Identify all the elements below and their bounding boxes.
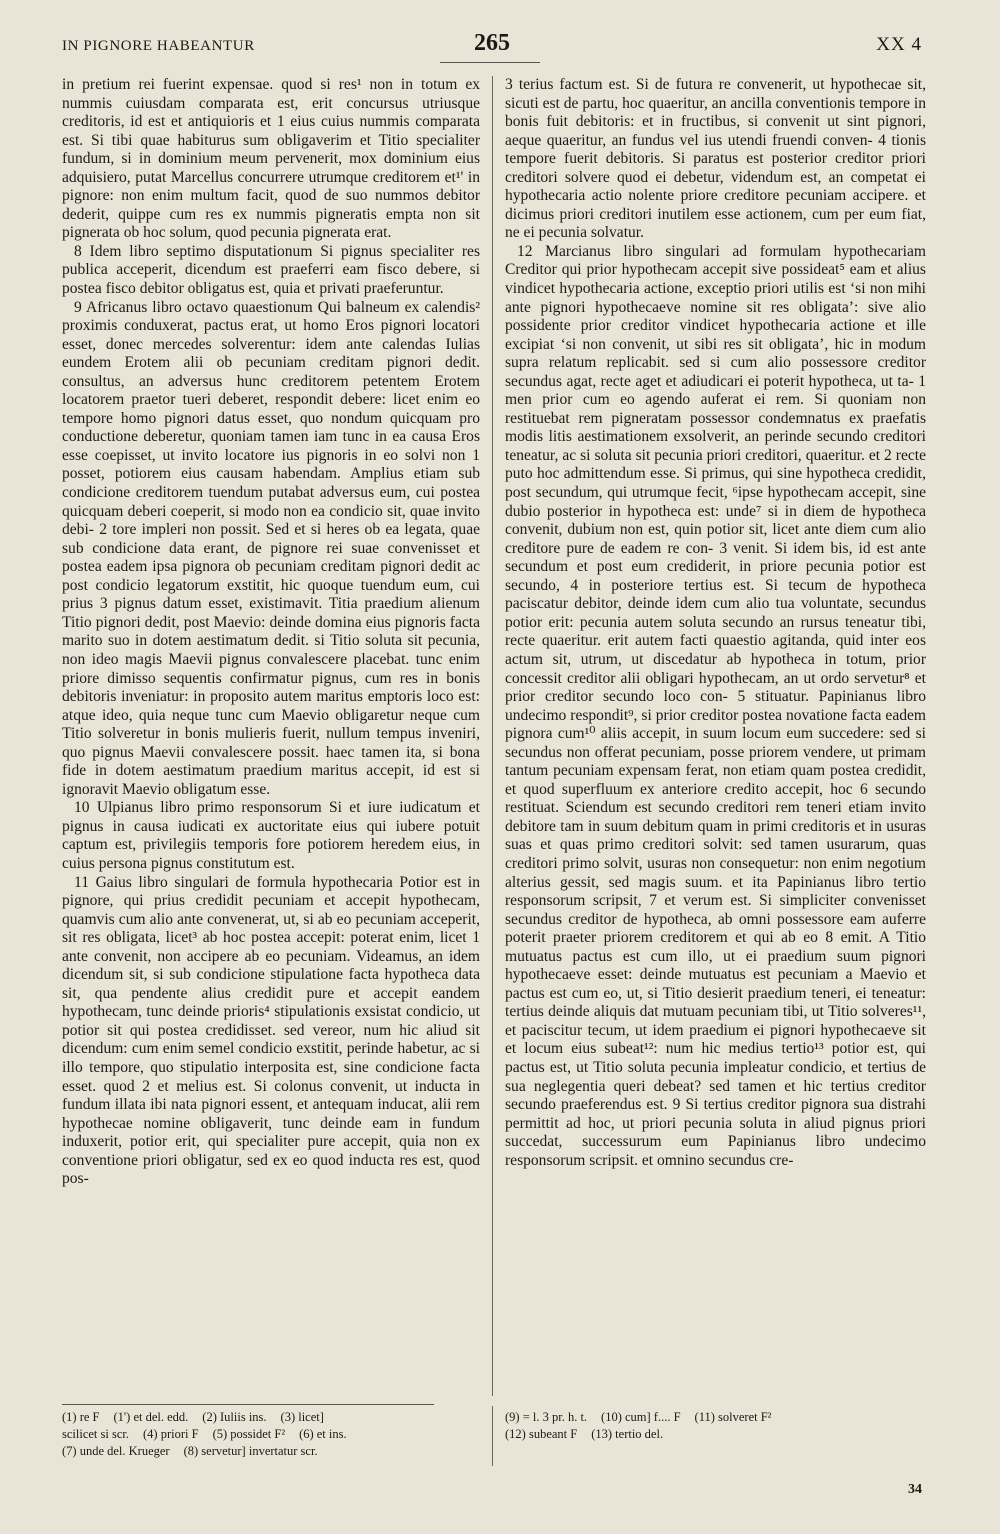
footnote: (1') et del. edd. [113,1410,189,1424]
footnote-row [505,1409,926,1426]
page-header [62,30,922,66]
footnote: (8) servetur] invertatur scr. [183,1444,318,1458]
footnote: (6) et ins. [299,1427,347,1441]
left-paragraph: 10 Ulpianus libro primo responsorum Si et iure iudicatum et pignus in causa iudicati ex auctoritate eius qui iubere potuit captum est, privilegiis temporis fore potiorem heredem eius, in cuius persona pignus constitutum est. [62,799,480,872]
footnote-divider [492,1406,493,1466]
footnote: (10) cum] f.... F [601,1410,681,1424]
footnotes-right [505,1409,926,1443]
footnote: (11) solveret F² [694,1410,772,1424]
footnote-row [62,1443,482,1460]
footnote: (1) re F [62,1410,100,1424]
page-number: 265 [474,30,510,56]
footnote-row [505,1426,926,1443]
footnote-row [62,1426,482,1443]
footnote: (12) subeant F [505,1427,578,1441]
header-rule [440,62,540,63]
right-paragraph: 3 terius factum est. Si de futura re convenerit, ut hypothecae sit, sicuti est de partu, hoc quaeritur, an ancilla conventionis tempore in bonis fuit debitoris: et in fructibus, si convenit ut sint pignori, aeque quaeritur, an fundus vel ius utendi fruendi conven- 4 tionis tempore fuerit debitoris. Si paratus est posterior creditor priori creditori solvere quod ei debetur, videndum est, an competat ei hypothecaria actio nolente priore creditore pecuniam accipere. et dicimus priori creditori inutilem esse actionem, cum per eum fiat, ne ei pecunia solvatur. [505,76,926,242]
signature-mark: 34 [908,1482,922,1497]
left-paragraph: 9 Africanus libro octavo quaestionum Qui balneum ex calendis² proximis conduxerat, pactus erat, ut homo Eros pignori locatori esset, donec mercedes solverentur: idem ante calendas Iulias eundem Erotem alii ob pecuniam creditam pignori dedit. consultus, an adversus hunc creditorem petentem Erotem locatorem praetor tueri deberet, respondit debere: licet enim eo tempore homo pignori datus esset, quo nondum quicquam pro conductione deberetur, quoniam tamen iam tunc in ea causa Eros esse coepisset, ut invito locatore ius pignoris in eo solvi non 1 posset, potiorem eius causam habendam. Amplius etiam sub condicione creditorem tuendum putabat adversus eum, cui postea quicquam deberi coeperit, si modo non ea condicio sit, quae invito debi- 2 tore impleri non possit. Sed et si heres ob ea legata, quae sub condicione data erant, de pignore rei suae convenisset et postea eadem ipsa pignora ob pecuniam creditam pignori dedit ac post condicio legatorum exstitit, hic quoque tuendum eum, cui prius 3 pignus datum esset, existimavit. Titia praedium alienum Titio pignori dedit, post Maevio: deinde domina eius pignoris facta marito suo in dotem aestimatum dedit. si Titio soluta sit pecunia, non ideo magis Maevii pignus convalescere placebat. tunc enim priore dimisso sequentis confirmatur pignus, cum res in bonis debitoris inveniatur: in proposito autem maritus emptoris loco est: atque ideo, quia neque tunc cum Maevio obligaretur neque cum Titio solveretur in bonis mulieris fuerit, nullum tempus inveniri, quo pignus Maevii convalescere possit. haec tamen ita, si bona fide in dotem aestimatum praedium maritus accepit, id est si ignoravit Maevio obligatum esse. [62,298,480,798]
footnote: (7) unde del. Krueger [62,1444,170,1458]
left-column [62,76,480,1189]
footnotes-left [62,1409,482,1460]
footnote: (9) = l. 3 pr. h. t. [505,1410,588,1424]
footnote: (13) tertio del. [591,1427,664,1441]
footnote: (5) possidet F² [212,1427,286,1441]
left-paragraph: 11 Gaius libro singulari de formula hypothecaria Potior est in pignore, qui prius credidit pecuniam et accepit hypothecam, quamvis cum alio ante convenerat, ut, si ab eo pecuniam acceperit, sit res obligata, licet³ ab hoc postea accepit: poterat enim, licet 1 ante convenit, non accipere ab eo pecuniam. Videamus, an idem dicendum sit, si sub condicione stipulatione facta hypotheca data sit, qua pendente alius credidit pure et accepit eandem hypothecam, tunc deinde prioris⁴ stipulationis exsistat condicio, ut potior sit qui postea credidisset. sed vereor, num hic aliud sit dicendum: cum enim semel condicio exstitit, perinde habetur, ac si illo tempore, quo stipulatio interposita est, sine condicione facta esset. quod 2 et melius est. Si colonus convenit, ut inducta in fundum illata ibi nata pignori essent, et antequam inducat, alii rem hypothecae nomine obligaverit, tunc deinde eam in fundum induxerit, potior erit, qui specialiter pure accepit, quia non ex conventione priori obligatur, sed ex eo quod inducta res est, quod pos- [62,873,480,1188]
footnote: scilicet si scr. [62,1427,129,1441]
right-column [505,76,926,1170]
running-title: IN PIGNORE HABEANTUR [62,38,255,54]
footnote: (4) priori F [143,1427,199,1441]
section-marker: XX 4 [876,34,922,55]
footnote: (3) licet] [280,1410,324,1424]
column-divider [492,76,493,1396]
right-paragraph: 12 Marcianus libro singulari ad formulam hypothecariam Creditor qui prior hypothecam accepit sive possideat⁵ eam et alius vindicet hypothecaria actione, exceptio priori utilis est ‘si non mihi ante pignori hypothecaeve nomine sit res obligata’: sive alio possidente prior creditor vindicet hypothecaria actione et ille excipiat ‘si non convenit, ut sibi res sit obligata’, hic in modum supra relatum replicabit. sed si cum alio possessore creditor secundus agat, recte aget et adiudicari ei poterit hypotheca, ut ta- 1 men prior cum eo agendo auferat ei rem. Si quoniam non restituebat rem pigneratam possessor condemnatus ex praefatis modis litis aestimationem exsolverit, an perinde secundo creditori teneatur, ac si soluta sit pecunia priori creditori, quaeritur. et 2 recte puto hoc admittendum esse. Si primus, qui sine hypotheca credidit, post secundum, qui utrumque fecit, ⁶ipse hypothecam accepit, sine dubio posterior in hypotheca est: unde⁷ si in diem de hypotheca convenit, dubium non est, quin potior sit, licet ante diem cum alio creditore pure de eadem re con- 3 venit. Si idem bis, id est ante secundum et post eum crediderit, in priore pecunia potior est secundo, 4 in posteriore tertius est. Si tecum de hypotheca paciscatur debitor, deinde idem cum alio tua voluntate, secundus potior erit: pecunia autem soluta secundo an rursus teneatur tibi, recte quaeritur. erit autem facti quaestio agitanda, quid inter eos actum sit, utrum, ut discedatur ab hypotheca in totum, prior concessit creditor alii obligari hypothecam, an ut ordo servetur⁸ et prior creditor secundo loco con- 5 stituatur. Papinianus libro undecimo respondit⁹, si prior creditor postea novatione facta eadem pignora cum¹⁰ aliis accepit, in suum locum eum succedere: sed si secundus non offerat pecuniam, posse priorem vendere, ut primam tantum pecuniam expensam ferat, non etiam quam postea credidit, et quod superfluum ex anteriore credito accepit, hoc 6 secundo restituat. Sciendum est secundo creditori rem teneri etiam invito debitore tam in suum debitum quam in primi creditoris et in usuras suas et quas primo creditori solvit: sed tamen usurarum, quas creditori primo solvit, usuras non consequetur: non enim negotium alterius gessit, sed magis suum. et ita Papinianus libro tertio responsorum scripsit, 7 et verum est. Si simpliciter convenisset secundus creditor de hypotheca, ab omni possessore eam auferre poterit praeter priorem creditorem et qui ab eo 8 emit. A Titio mutuatus pactus est cum illo, ut ei praedium suum pignori hypothecaeve esset: deinde mutuatus est pecuniam a Maevio et pactus est cum eo, ut, si Titio desierit praedium teneri, ei teneatur: tertius deinde aliquis dat mutuam pecuniam tibi, ut Titio solveres¹¹, et paciscitur tecum, ut idem praedium ei pignori hypothecaeve sit et locum eius subeat¹²: num hic medius tertio¹³ potior est, qui pactus est, ut Titio soluta pecunia impleatur condicio, et tertius de sua neglegentia queri debeat? sed tamen et hic tertius creditor secundo praeferendus est. 9 Si tertius creditor pignora sua distrahi permittit ad hoc, ut priori pecunia soluta in aliud pignus priori succedat, successurum eum Papinianus libro undecimo responsorum scripsit. et omnino secundus cre- [505,242,926,1169]
left-paragraph: in pretium rei fuerint expensae. quod si res¹ non in totum ex nummis cuiusdam comparata est, erit concursus utriusque creditoris, id est et antiquioris et 1 eius cuius nummis comparata est. Si tibi quae habiturus sum obligaverim et Titio specialiter fundum, si in dominium meum pervenerit, mox dominium eius adquisiero, putat Marcellus concurrere utrumque creditorem et¹' in pignore: non enim multum facit, quod de suo nummos debitor dederit, quippe cum res ex nummis pigneratis empta non sit pignerata ob hoc solum, quod pecunia pignerata erat. [62,76,480,242]
left-paragraph: 8 Idem libro septimo disputationum Si pignus specialiter res publica acceperit, dicendum est praeferri eam fisco debere, si postea fisco debitor obligatus est, quia et privati praeferuntur. [62,242,480,298]
footnote-rule [62,1404,434,1405]
footnote: (2) Iuliis ins. [202,1410,267,1424]
footnote-row [62,1409,482,1426]
